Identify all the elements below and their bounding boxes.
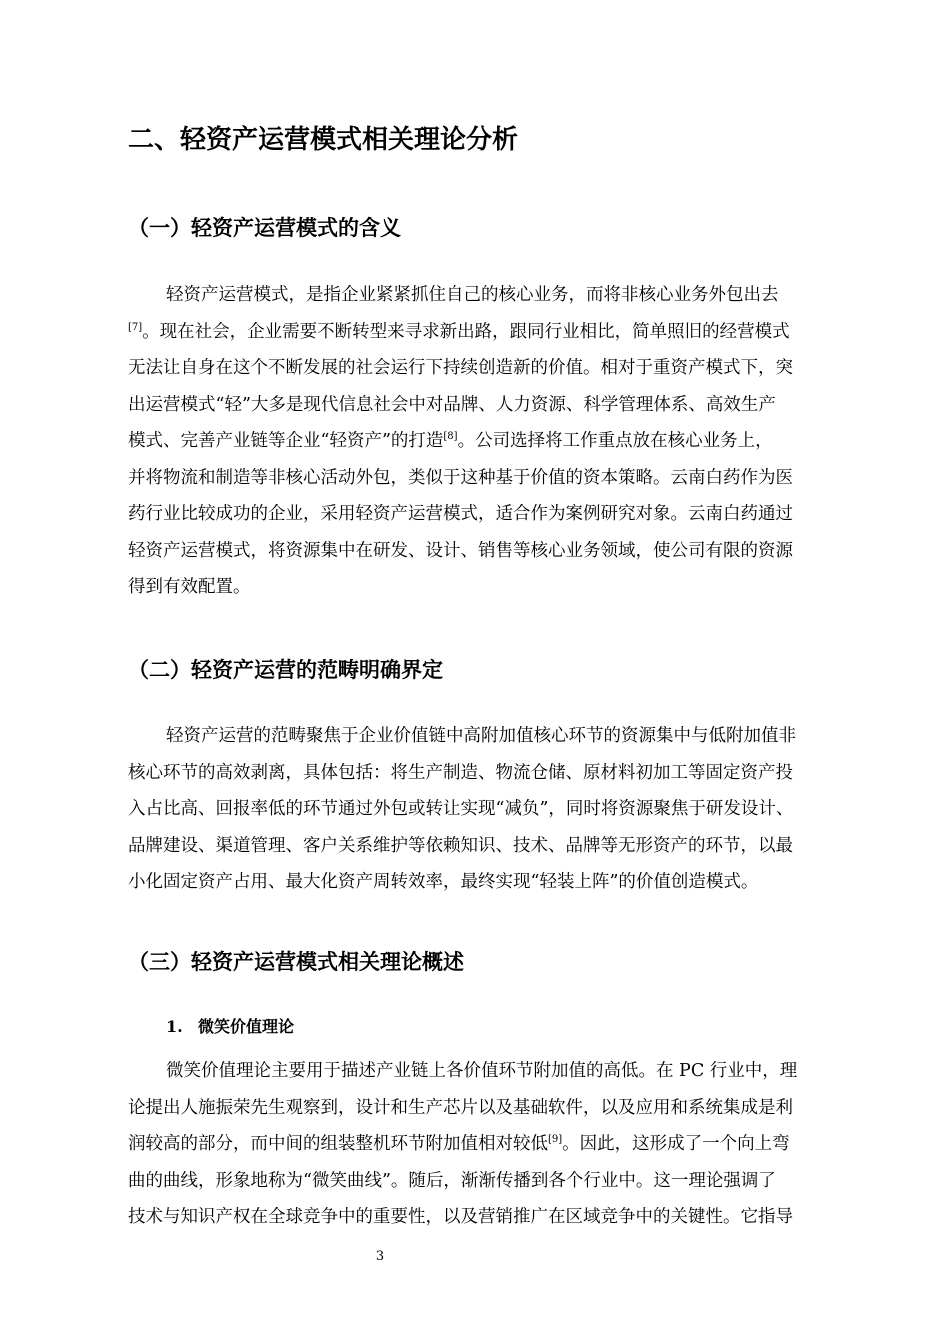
subsection-title: 微笑价值理论 xyxy=(198,1017,295,1036)
text-line: 入占比高、回报率低的环节通过外包或转让实现“减负”，同时将资源聚焦于研发设计、 xyxy=(128,799,794,819)
text-span: 。公司选择将工作重点放在核心业务上， xyxy=(457,431,773,451)
text-line: 品牌建设、渠道管理、客户关系维护等依赖知识、技术、品牌等无形资产的环节，以最 xyxy=(128,835,793,856)
subsection-heading xyxy=(166,1014,294,1040)
text-line: 核心环节的高效剥离，具体包括：将生产制造、物流仓储、原材料初加工等固定资产投 xyxy=(128,762,793,783)
text-line: 微笑价值理论主要用于描述产业链上各价值环节附加值的高低。在 PC 行业中，理 xyxy=(166,1061,798,1081)
text-span: 。因此，这形成了一个向上弯 xyxy=(562,1134,790,1154)
text-line: 轻资产运营的范畴聚焦于企业价值链中高附加值核心环节的资源集中与低附加值非 xyxy=(166,726,796,746)
text-span: 模式、完善产业链等企业“轻资产”的打造 xyxy=(128,431,444,451)
section-2-paragraph xyxy=(128,718,860,901)
citation-ref: [7] xyxy=(128,321,143,333)
text-line xyxy=(128,423,860,460)
section-3-paragraph xyxy=(128,1053,860,1236)
section-heading-1: （一）轻资产运营模式的含义 xyxy=(128,216,401,240)
section-heading-2: （二）轻资产运营的范畴明确界定 xyxy=(128,658,443,682)
citation-ref: [9] xyxy=(548,1134,563,1145)
section-1-paragraph xyxy=(128,277,860,606)
text-line: 技术与知识产权在全球竞争中的重要性，以及营销推广在区域竞争中的关键性。它指导 xyxy=(128,1207,793,1227)
text-line xyxy=(128,314,860,351)
text-span: 润较高的部分，而中间的组装整机环节附加值相对较低 xyxy=(128,1134,548,1154)
text-line: 并将物流和制造等非核心活动外包，类似于这种基于价值的资本策略。云南白药作为医 xyxy=(128,467,793,488)
text-line: 出运营模式“轻”大多是现代信息社会中对品牌、人力资源、科学管理体系、高效生产 xyxy=(128,394,776,415)
text-line: 药行业比较成功的企业，采用轻资产运营模式，适合作为案例研究对象。云南白药通过 xyxy=(128,504,793,524)
text-line xyxy=(128,1126,860,1163)
text-line: 轻资产运营模式，是指企业紧紧抓住自己的核心业务，而将非核心业务外包出去 xyxy=(166,285,779,305)
text-line: 无法让自身在这个不断发展的社会运行下持续创造新的价值。相对于重资产模式下，突 xyxy=(128,358,793,378)
text-line: 论提出人施振荣先生观察到，设计和生产芯片以及基础软件，以及应用和系统集成是利 xyxy=(128,1097,793,1118)
text-line: 曲的曲线，形象地称为“微笑曲线”。随后，渐渐传播到各个行业中。这一理论强调了 xyxy=(128,1170,776,1191)
chapter-heading: 二、轻资产运营模式相关理论分析 xyxy=(128,125,519,155)
citation-ref: [8] xyxy=(443,431,458,442)
text-span: 。现在社会，企业需要不断转型来寻求新出路，跟同行业相比，简单照旧的经营模式 xyxy=(142,321,790,342)
text-line: 轻资产运营模式，将资源集中在研发、设计、销售等核心业务领域，使公司有限的资源 xyxy=(128,540,793,561)
section-heading-3: （三）轻资产运营模式相关理论概述 xyxy=(128,950,464,974)
text-line: 小化固定资产占用、最大化资产周转效率，最终实现“轻装上阵”的价值创造模式。 xyxy=(128,872,759,892)
text-line: 得到有效配置。 xyxy=(128,577,251,597)
subsection-number: 1. xyxy=(166,1017,183,1036)
page-number: 3 xyxy=(375,1249,385,1264)
